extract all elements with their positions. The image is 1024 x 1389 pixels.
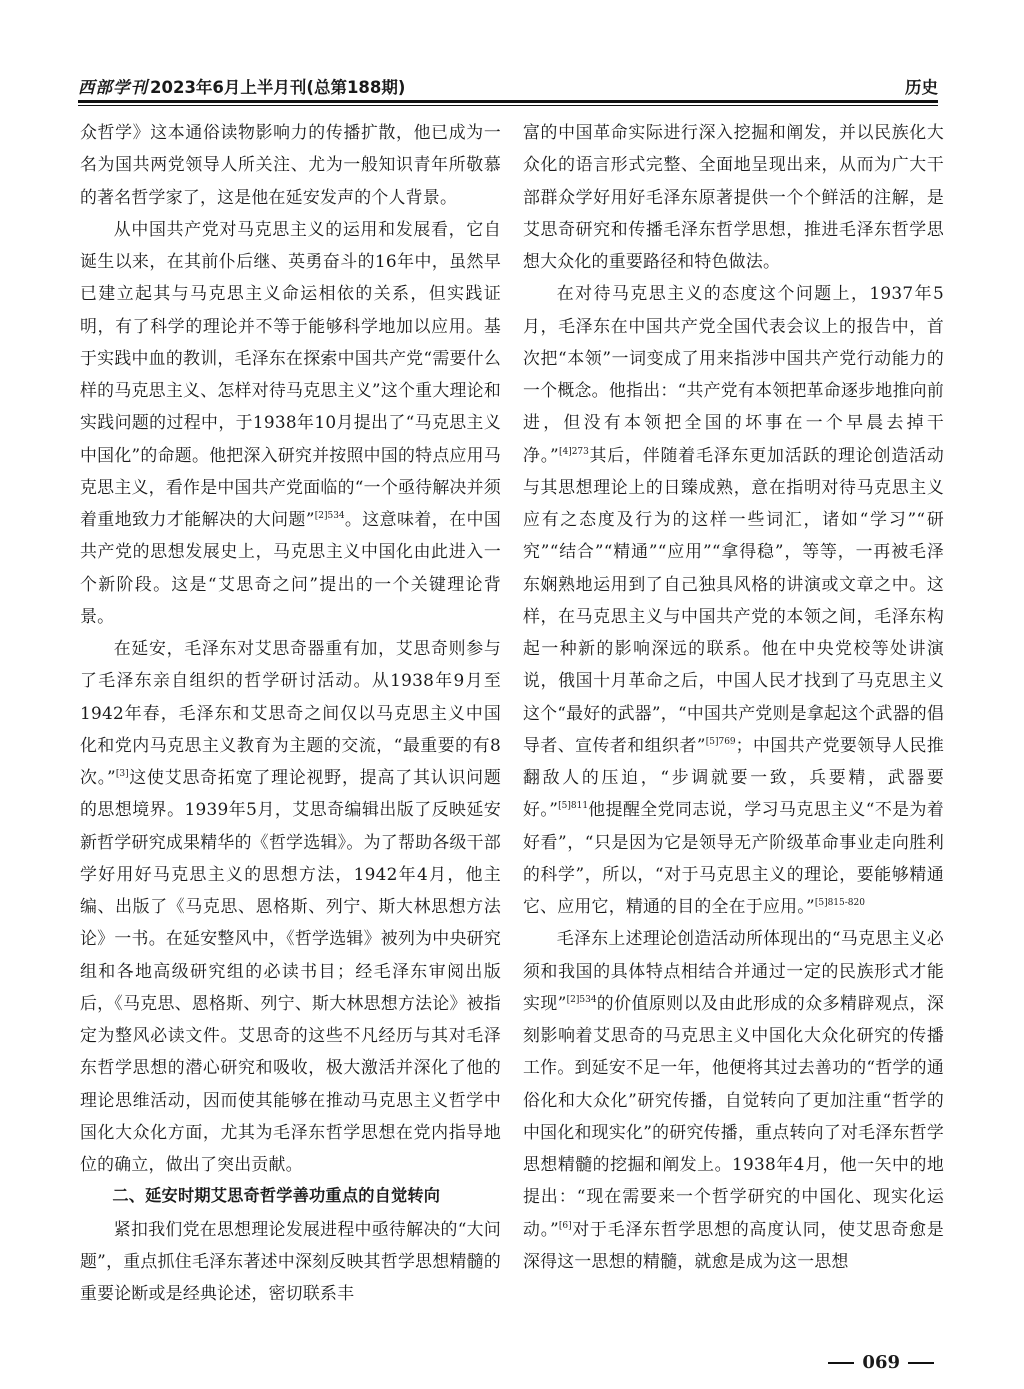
footer-dash-right	[908, 1362, 934, 1364]
body-paragraph	[80, 213, 501, 632]
body-paragraph	[80, 1213, 501, 1310]
paragraph-text: 。这意味着，在中国共产党的思想发展史上，马克思主义中国化由此进入一个新阶段。这是“艾思奇之问”提出的一个关键理论背景。	[80, 509, 501, 626]
paragraph-text: 二、延安时期艾思奇哲学善功重点的自觉转向	[112, 1186, 441, 1206]
left-column	[80, 116, 501, 1309]
paragraph-text: 从中国共产党对马克思主义的运用和发展看，它自诞生以来，在其前仆后继、英勇奋斗的16年中，虽然早已建立起其与马克思主义命运相依的关系，但实践证明，有了科学的理论并不等于能够科学地加以应用。基于实践中血的教训，毛泽东在探索中国共产党“需要什么样的马克思主义、怎样对待马克思主义”这个重大理论和实践问题的过程中，于1938年10月提出了“马克思主义中国化”的命题。他把深入研究并按照中国的特点应用马克思主义，看作是中国共产党面临的“一个亟待解决并须着重地致力才能解决的大问题”	[80, 218, 501, 529]
citation-marker: [5]769	[705, 736, 736, 747]
header-rule-thin	[78, 105, 938, 106]
citation-marker: [4]273	[558, 446, 589, 457]
running-header	[78, 70, 938, 98]
journal-title	[78, 74, 405, 98]
paragraph-text: 对于毛泽东哲学思想的高度认同，使艾思奇愈是深得这一思想的精髓，就愈是成为这一思想	[523, 1218, 945, 1271]
header-rule-thick	[78, 100, 938, 103]
citation-marker: [5]815-820	[814, 898, 865, 908]
paragraph-text: 在延安，毛泽东对艾思奇器重有加，艾思奇则参与了毛泽东亲自组织的哲学研讨活动。从1938年9月至1942年春，毛泽东和艾思奇之间仅以马克思主义中国化和党内马克思主义教育为主题的交流，“最重要的有8次。”	[80, 638, 501, 787]
citation-marker: [3]	[115, 769, 129, 779]
citation-marker: [6]	[558, 1220, 572, 1231]
footer-dash-left	[828, 1362, 854, 1364]
paragraph-text: ；中国共产党要领导人民推翻敌人的压迫，“步调就要一致，兵要精，武器要好。”	[523, 734, 945, 820]
citation-marker: [5]811	[558, 801, 589, 812]
body-paragraph	[523, 922, 944, 1277]
paragraph-text: 其后，伴随着毛泽东更加活跃的理论创造活动与其思想理论上的日臻成熟，意在指明对待马克思主义应有之态度及行为的这样一些词汇，诸如“学习”“研究”“结合”“精通”“应用”“拿得稳”，等等，一再被毛泽东娴熟地运用到了自己独具风格的讲演或文章之中。这样，在马克思主义与中国共产党的本领之间，毛泽东构起一种新的影响深远的联系。他在中央党校等处讲演说，俄国十月革命之后，中国人民才找到了马克思主义这个“最好的武器”，“中国共产党则是拿起这个武器的倡导者、宣传者和组织者”	[523, 444, 945, 755]
journal-issue: 2023年6月上半月刊(总第188期)	[150, 78, 406, 97]
section-heading	[80, 1180, 501, 1212]
paragraph-text: 富的中国革命实际进行深入挖掘和阐发，并以民族化大众化的语言形式完整、全面地呈现出来，从而为广大干部群众学好用好毛泽东原著提供一个个鲜活的注解，是艾思奇研究和传播毛泽东哲学思想，推进毛泽东哲学思想大众化的重要路径和特色做法。	[523, 122, 944, 271]
paragraph-text: 众哲学》这本通俗读物影响力的传播扩散，他已成为一名为国共两党领导人所关注、尤为一般知识青年所敬慕的著名哲学家了，这是他在延安发声的个人背景。	[80, 122, 501, 207]
journal-brand: 西部学刊	[78, 78, 148, 97]
citation-marker: [2]534	[566, 994, 597, 1005]
paragraph-text: 这使艾思奇拓宽了理论视野，提高了其认识问题的思想境界。1939年5月，艾思奇编辑出版了反映延安新哲学研究成果精华的《哲学选辑》。为了帮助各级干部学好用好马克思主义的思想方法，1942年4月，他主编、出版了《马克思、恩格斯、列宁、斯大林思想方法论》一书。在延安整风中，《哲学选辑》被列为中央研究组和各地高级研究组的必读书目；经毛泽东审阅出版后，《马克思、恩格斯、列宁、斯大林思想方法论》被指定为整风必读文件。艾思奇的这些不凡经历与其对毛泽东哲学思想的潜心研究和吸收，极大激活并深化了他的理论思维活动，因而使其能够在推动马克思主义哲学中国化大众化方面，尤其为毛泽东哲学思想在党内指导地位的确立，做出了突出贡献。	[80, 767, 502, 1174]
paragraph-text: 毛泽东上述理论创造活动所体现出的“马克思主义必须和我国的具体特点相结合并通过一定的民族形式才能实现”	[523, 928, 944, 1013]
paragraph-text: 他提醒全党同志说，学习马克思主义“不是为着好看”，“只是因为它是领导无产阶级革命事业走向胜利的科学”，所以，“对于马克思主义的理论，要能够精通它、应用它，精通的目的全在于应用。”	[523, 799, 944, 916]
paragraph-text: 在对待马克思主义的态度这个问题上，1937年5月，毛泽东在中国共产党全国代表会议上的报告中，首次把“本领”一词变成了用来指涉中国共产党行动能力的一个概念。他指出：“共产党有本领把革命逐步地推向前进，但没有本领把全国的坏事在一个早晨去掉干净。”	[523, 283, 944, 465]
page-number: 069	[862, 1352, 900, 1373]
body-paragraph	[80, 632, 501, 1180]
section-name: 历史	[905, 78, 938, 97]
right-column	[523, 116, 944, 1277]
page-footer	[828, 1352, 934, 1373]
paragraph-text: 紧扣我们党在思想理论发展进程中亟待解决的“大问题”，重点抓住毛泽东著述中深刻反映其哲学思想精髓的重要论断或是经典论述，密切联系丰	[80, 1218, 501, 1303]
body-paragraph	[523, 116, 944, 277]
paragraph-text: 的价值原则以及由此形成的众多精辟观点，深刻影响着艾思奇的马克思主义中国化大众化研究的传播工作。到延安不足一年，他便将其过去善功的“哲学的通俗化和大众化”研究传播，自觉转向了更加注重“哲学的中国化和现实化”的研究传播，重点转向了对毛泽东哲学思想精髓的挖掘和阐发上。1938年4月，他一矢中的地提出：“现在需要来一个哲学研究的中国化、现实化运动。”	[523, 992, 945, 1239]
citation-marker: [2]534	[314, 511, 345, 521]
body-paragraph	[80, 116, 501, 213]
body-paragraph	[523, 277, 944, 922]
